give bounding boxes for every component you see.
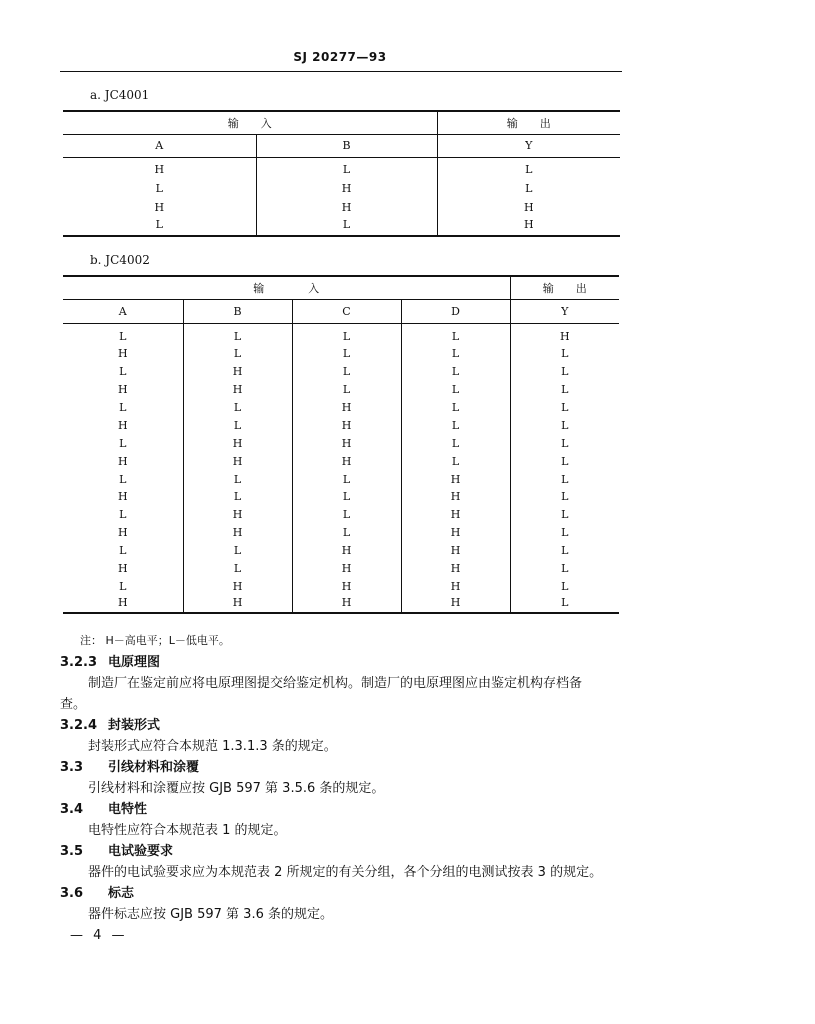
table-b-col-b: B — [183, 299, 292, 323]
table-row — [63, 434, 619, 452]
header-rule — [60, 71, 622, 72]
table-cell: L — [561, 544, 569, 558]
table-cell: L — [183, 399, 292, 417]
table-cell: L — [183, 323, 292, 345]
section-heading — [60, 757, 640, 778]
table-cell: H — [63, 488, 183, 506]
section-paragraph: 制造厂在鉴定前应将电原理图提交给鉴定机构。制造厂的电原理图应由鉴定机构存档备 — [88, 676, 583, 691]
table-row — [63, 157, 620, 179]
section-title: 电原理图 — [108, 655, 161, 670]
table-cell: H — [559, 329, 570, 343]
table-cell: L — [561, 472, 569, 486]
table-cell: H — [401, 595, 510, 613]
table-cell: H — [63, 345, 183, 363]
table-row — [63, 452, 619, 470]
table-cell: H — [183, 363, 292, 381]
table-row — [63, 323, 619, 345]
table-cell: H — [63, 560, 183, 578]
section-title: 电特性 — [108, 802, 148, 817]
section-title: 引线材料和涂覆 — [108, 760, 200, 775]
table-b-col-d: D — [401, 299, 510, 323]
table-cell: L — [561, 347, 569, 361]
section-heading — [60, 841, 640, 862]
table-cell: L — [561, 526, 569, 540]
table-cell: L — [63, 506, 183, 524]
table-cell: L — [183, 416, 292, 434]
section-paragraph: 器件标志应按 GJB 597 第 3.6 条的规定。 — [88, 907, 333, 922]
table-cell: H — [63, 416, 183, 434]
table-cell: L — [292, 345, 401, 363]
table-row — [63, 399, 619, 417]
table-cell: L — [401, 399, 510, 417]
table-cell: H — [183, 452, 292, 470]
table-cell: H — [256, 179, 437, 198]
section-paragraph: 引线材料和涂覆应按 GJB 597 第 3.5.6 条的规定。 — [88, 781, 385, 796]
table-row — [63, 560, 619, 578]
table-row — [63, 416, 619, 434]
table-cell: H — [183, 434, 292, 452]
section-title: 电试验要求 — [108, 844, 174, 859]
section-paragraph: 查。 — [60, 697, 87, 712]
table-cell: H — [183, 595, 292, 613]
table-cell: L — [561, 490, 569, 504]
table-note: 注： H－高电平；L－低电平。 — [80, 634, 230, 647]
table-cell: H — [63, 524, 183, 542]
table-cell: H — [183, 506, 292, 524]
table-row — [63, 506, 619, 524]
section-paragraph: 电特性应符合本规范表 1 的规定。 — [88, 823, 287, 838]
table-cell: H — [63, 381, 183, 399]
table-cell: H — [401, 577, 510, 595]
sections — [60, 652, 640, 925]
table-cell: H — [292, 560, 401, 578]
table-cell: H — [401, 560, 510, 578]
table-cell: H — [292, 416, 401, 434]
table-row — [63, 524, 619, 542]
table-row — [63, 542, 619, 560]
table-cell: H — [63, 198, 256, 217]
table-cell: H — [63, 157, 256, 179]
table-row — [63, 577, 619, 595]
table-a — [63, 110, 620, 237]
section-number: 3.2.4 — [60, 718, 98, 733]
section-heading — [60, 652, 640, 673]
section-heading — [60, 715, 640, 736]
table-cell: H — [183, 381, 292, 399]
table-cell: H — [523, 201, 534, 214]
table-b-output-header: 输 出 — [510, 276, 619, 299]
table-cell: H — [401, 524, 510, 542]
table-cell: L — [561, 418, 569, 432]
table-cell: L — [401, 363, 510, 381]
table-cell: H — [292, 577, 401, 595]
table-cell: L — [256, 157, 437, 179]
table-b-input-header: 输 入 — [63, 276, 510, 299]
section-title: 标志 — [108, 886, 135, 901]
page-number: — 4 — — [70, 928, 128, 943]
table-b — [63, 275, 619, 614]
table-cell: L — [183, 542, 292, 560]
table-cell: H — [401, 470, 510, 488]
table-row — [63, 363, 619, 381]
table-cell: L — [63, 323, 183, 345]
table-cell: H — [292, 399, 401, 417]
table-cell: H — [401, 488, 510, 506]
table-cell: H — [292, 434, 401, 452]
table-cell: L — [401, 452, 510, 470]
section-number: 3.2.3 — [60, 655, 98, 670]
table-cell: H — [292, 595, 401, 613]
section-heading — [60, 883, 640, 904]
table-row — [63, 217, 620, 236]
section-number: 3.4 — [60, 802, 84, 817]
table-cell: H — [63, 595, 183, 613]
table-row — [63, 198, 620, 217]
table-cell: L — [63, 399, 183, 417]
table-cell: L — [401, 381, 510, 399]
table-row — [63, 595, 619, 613]
section-title: 封装形式 — [108, 718, 161, 733]
table-cell: L — [561, 383, 569, 397]
table-cell: L — [183, 488, 292, 506]
table-cell: L — [292, 506, 401, 524]
table-cell: L — [63, 577, 183, 595]
table-cell: L — [63, 470, 183, 488]
table-cell: H — [292, 452, 401, 470]
table-cell: H — [183, 524, 292, 542]
table-cell: L — [292, 488, 401, 506]
table-cell: L — [401, 345, 510, 363]
table-cell: L — [292, 470, 401, 488]
table-cell: L — [561, 436, 569, 450]
table-b-caption: b. JC4002 — [90, 253, 150, 267]
table-cell: L — [183, 345, 292, 363]
table-a-body — [63, 157, 620, 236]
table-cell: L — [525, 182, 533, 195]
table-cell: L — [292, 524, 401, 542]
table-cell: L — [292, 363, 401, 381]
table-cell: L — [561, 508, 569, 522]
table-b-col-c: C — [292, 299, 401, 323]
table-cell: L — [183, 470, 292, 488]
table-a-col-b: B — [256, 134, 437, 157]
table-cell: L — [63, 542, 183, 560]
table-cell: L — [401, 416, 510, 434]
table-row — [63, 488, 619, 506]
table-a-col-y: Y — [437, 134, 620, 157]
table-cell: L — [525, 163, 533, 177]
table-cell: H — [401, 506, 510, 524]
table-cell: L — [561, 579, 569, 593]
table-cell: L — [561, 365, 569, 379]
table-cell: H — [183, 577, 292, 595]
section-paragraph: 器件的电试验要求应为本规范表 2 所规定的有关分组，各个分组的电测试按表 3 的规定。 — [88, 865, 603, 880]
table-cell: L — [183, 560, 292, 578]
table-b-col-a: A — [63, 299, 183, 323]
section-number: 3.6 — [60, 886, 84, 901]
table-cell: L — [63, 217, 256, 236]
table-cell: L — [292, 323, 401, 345]
section-heading — [60, 799, 640, 820]
table-cell: L — [561, 454, 569, 468]
table-row — [63, 381, 619, 399]
table-cell: H — [401, 542, 510, 560]
table-cell: L — [63, 179, 256, 198]
table-row — [63, 345, 619, 363]
table-a-caption: a. JC4001 — [90, 88, 150, 102]
table-row — [63, 470, 619, 488]
table-cell: L — [292, 381, 401, 399]
table-cell: H — [256, 198, 437, 217]
section-paragraph: 封装形式应符合本规范 1.3.1.3 条的规定。 — [88, 739, 337, 754]
section-number: 3.5 — [60, 844, 84, 859]
table-b-col-y: Y — [510, 299, 619, 323]
table-cell: H — [63, 452, 183, 470]
table-cell: H — [437, 217, 620, 236]
table-cell: L — [561, 401, 569, 414]
document-number: SJ 20277—93 — [293, 50, 387, 64]
table-cell: L — [256, 217, 437, 236]
table-cell: H — [292, 542, 401, 560]
table-a-input-header: 输 入 — [63, 111, 437, 134]
table-a-col-a: A — [63, 134, 256, 157]
table-a-output-header: 输 出 — [437, 111, 620, 134]
table-cell: L — [401, 323, 510, 345]
table-cell: L — [63, 363, 183, 381]
table-b-body — [63, 323, 619, 613]
table-row — [63, 179, 620, 198]
table-cell: L — [401, 434, 510, 452]
section-number: 3.3 — [60, 760, 84, 775]
table-cell: L — [510, 595, 619, 613]
table-cell: L — [63, 434, 183, 452]
table-cell: L — [561, 562, 569, 576]
